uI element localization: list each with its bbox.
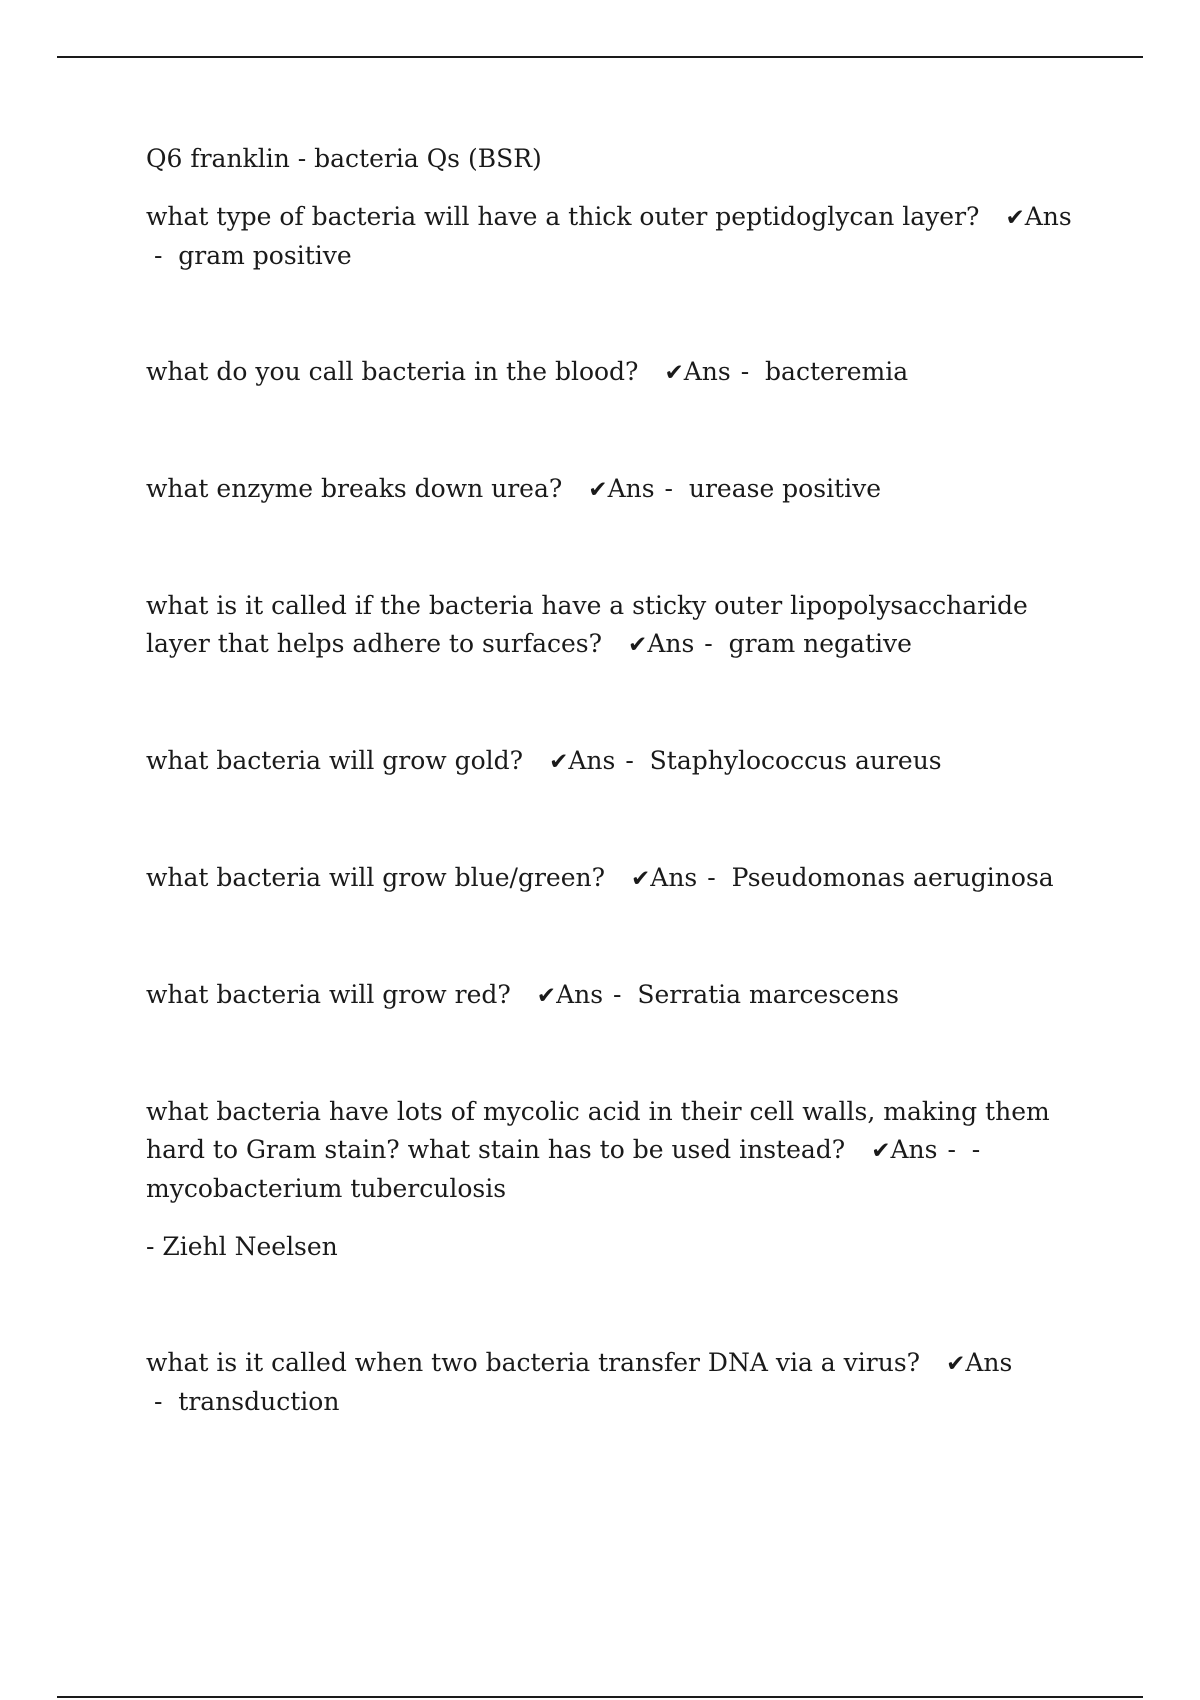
ans-label: Ans: [1024, 202, 1072, 231]
qa-item-1: what type of bacteria will have a thick outer peptidoglycan layer? ✔Ans - gram positive: [146, 202, 1072, 270]
qa-item-2: what do you call bacteria in the blood? ✔Ans - bacteremia: [146, 357, 909, 386]
check-icon: ✔: [664, 360, 684, 386]
qa-item-8: what bacteria have lots of mycolic acid in their cell walls, making them hard to Gram stain? what stain has to be used instead? ✔Ans - - mycobacterium tuberculosis: [146, 1097, 1050, 1203]
answer-text: Serratia marcescens: [637, 980, 899, 1009]
check-icon: ✔: [946, 1351, 966, 1377]
qa-item-8-extra: [146, 1228, 1096, 1266]
answer-text: gram positive: [178, 241, 352, 270]
question-text: what bacteria will grow blue/green?: [146, 863, 605, 892]
bottom-rule: [57, 1696, 1143, 1698]
question-text: what enzyme breaks down urea?: [146, 474, 563, 503]
question-text: what bacteria will grow gold?: [146, 746, 524, 775]
answer-text: transduction: [178, 1387, 340, 1416]
question-text: what bacteria have lots of mycolic acid in their cell walls, making them hard to Gram stain? what stain has to be used instead?: [146, 1097, 1050, 1164]
ans-label: Ans: [650, 863, 698, 892]
qa-item-6: what bacteria will grow blue/green? ✔Ans - Pseudomonas aeruginosa: [146, 863, 1054, 892]
ans-label: Ans: [647, 629, 695, 658]
qa-item-7: what bacteria will grow red? ✔Ans - Serratia marcescens: [146, 980, 899, 1009]
answer-text: - mycobacterium tuberculosis: [146, 1135, 981, 1203]
ans-label: Ans: [683, 357, 731, 386]
document-title: Q6 franklin - bacteria Qs (BSR): [146, 144, 542, 173]
question-text: what is it called if the bacteria have a sticky outer lipopolysaccharide layer that helps adhere to surfaces?: [146, 591, 1028, 658]
ans-label: Ans: [607, 474, 655, 503]
document-body: [146, 140, 1096, 1499]
answer-text: Staphylococcus aureus: [649, 746, 942, 775]
check-icon: ✔: [1005, 205, 1025, 231]
check-icon: ✔: [628, 632, 648, 658]
ans-label: Ans: [568, 746, 616, 775]
question-text: what type of bacteria will have a thick outer peptidoglycan layer?: [146, 202, 980, 231]
answer-text: urease positive: [688, 474, 882, 503]
ans-label: Ans: [890, 1135, 938, 1164]
qa-item-3: what enzyme breaks down urea? ✔Ans - urease positive: [146, 474, 882, 503]
qa-item-5: what bacteria will grow gold? ✔Ans - Staphylococcus aureus: [146, 746, 942, 775]
check-icon: ✔: [549, 749, 569, 775]
check-icon: ✔: [631, 866, 651, 892]
qa-item-4: what is it called if the bacteria have a sticky outer lipopolysaccharide layer that helps adhere to surfaces? ✔Ans - gram negative: [146, 591, 1028, 658]
qa-item-9: what is it called when two bacteria transfer DNA via a virus? ✔Ans - transduction: [146, 1348, 1013, 1416]
check-icon: ✔: [536, 983, 557, 1009]
answer-continuation: - Ziehl Neelsen: [146, 1232, 338, 1261]
top-rule: [57, 56, 1143, 58]
check-icon: ✔: [871, 1138, 891, 1164]
ans-label: Ans: [556, 980, 604, 1009]
check-icon: ✔: [588, 477, 608, 503]
answer-text: gram negative: [728, 629, 912, 658]
answer-text: bacteremia: [765, 357, 909, 386]
question-text: what is it called when two bacteria transfer DNA via a virus?: [146, 1348, 921, 1377]
question-text: what do you call bacteria in the blood?: [146, 357, 639, 386]
ans-label: Ans: [965, 1348, 1013, 1377]
answer-text: Pseudomonas aeruginosa: [731, 863, 1054, 892]
question-text: what bacteria will grow red?: [146, 980, 511, 1009]
